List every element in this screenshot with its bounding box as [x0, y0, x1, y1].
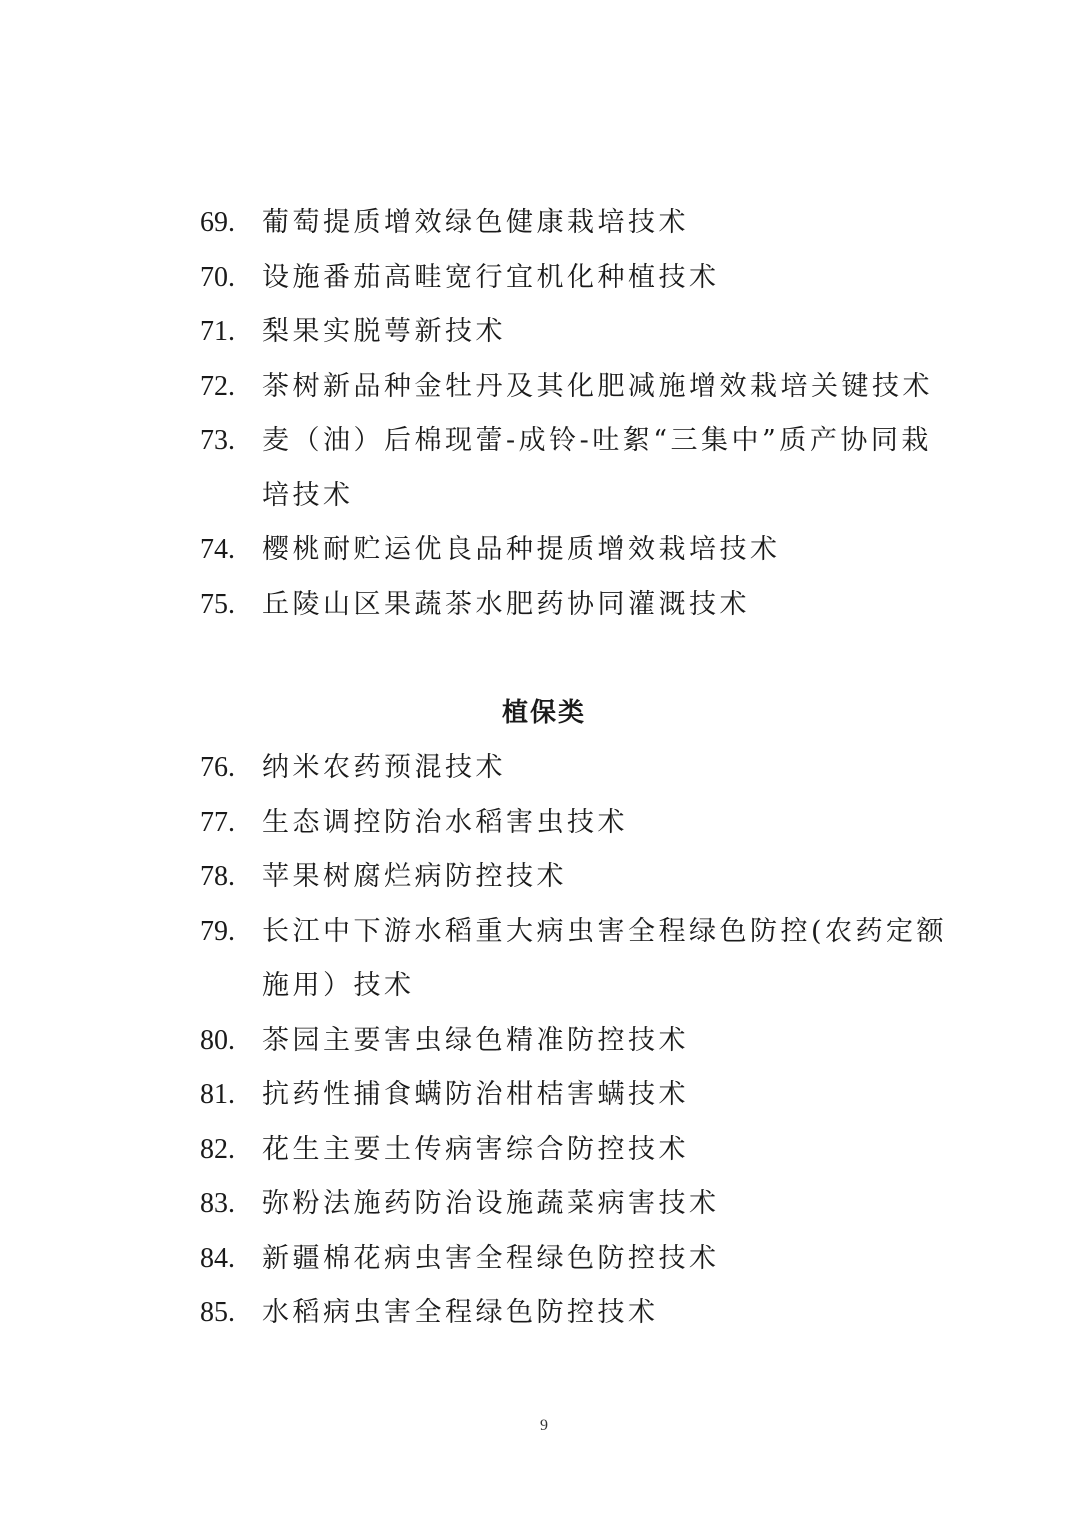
- list-item: [200, 1068, 960, 1123]
- item-number: 74.: [200, 534, 235, 565]
- item-number: 73.: [200, 425, 235, 456]
- section-heading-plant-protection: 植保类: [501, 698, 586, 728]
- list-item: [200, 414, 960, 523]
- item-number: 71.: [200, 316, 235, 347]
- list-item: [200, 251, 960, 306]
- list-item: [200, 523, 960, 578]
- item-text: 设施番茄高畦宽行宜机化种植技术: [262, 261, 720, 293]
- item-text: 生态调控防治水稻害虫技术: [262, 806, 628, 838]
- item-text: 弥粉法施药防治设施蔬菜病害技术: [262, 1188, 720, 1219]
- technology-list-cultivation: [200, 196, 960, 632]
- list-item: [200, 1123, 960, 1178]
- list-item: [200, 741, 960, 796]
- item-number: 82.: [200, 1133, 235, 1165]
- item-number: 84.: [200, 1242, 235, 1274]
- item-number: 85.: [200, 1297, 235, 1328]
- item-text: 樱桃耐贮运优良品种提质增效栽培技术: [262, 534, 781, 565]
- item-number: 78.: [200, 861, 235, 892]
- item-number: 69.: [200, 207, 235, 238]
- item-text: 麦（油）后棉现蕾-成铃-吐絮“三集中”质产协同栽培技术: [262, 425, 932, 511]
- list-item: [200, 850, 960, 905]
- item-number: 75.: [200, 588, 235, 620]
- item-number: 77.: [200, 806, 235, 838]
- list-item: [200, 1177, 960, 1232]
- list-item: [200, 196, 960, 251]
- item-number: 83.: [200, 1188, 235, 1219]
- page-number: 9: [540, 1417, 548, 1434]
- item-text: 梨果实脱萼新技术: [262, 316, 506, 347]
- list-item: [200, 1286, 960, 1341]
- item-text: 水稻病虫害全程绿色防控技术: [262, 1297, 659, 1328]
- list-item: [200, 1014, 960, 1069]
- item-text: 长江中下游水稻重大病虫害全程绿色防控(农药定额施用）技术: [262, 915, 948, 1001]
- list-item: [200, 360, 960, 415]
- item-text: 茶树新品种金牡丹及其化肥减施增效栽培关键技术: [262, 370, 933, 402]
- list-item: [200, 905, 960, 1014]
- item-number: 70.: [200, 261, 235, 293]
- item-text: 纳米农药预混技术: [262, 752, 506, 783]
- item-number: 76.: [200, 752, 235, 783]
- item-number: 79.: [200, 915, 235, 947]
- item-number: 72.: [200, 370, 235, 402]
- item-number: 80.: [200, 1024, 235, 1056]
- list-item: [200, 578, 960, 633]
- item-text: 苹果树腐烂病防控技术: [262, 861, 567, 892]
- item-text: 抗药性捕食螨防治柑桔害螨技术: [262, 1079, 689, 1110]
- list-item: [200, 1232, 960, 1287]
- item-text: 丘陵山区果蔬茶水肥药协同灌溉技术: [262, 588, 750, 620]
- item-number: 81.: [200, 1079, 235, 1110]
- list-item: [200, 305, 960, 360]
- item-text: 新疆棉花病虫害全程绿色防控技术: [262, 1242, 720, 1274]
- list-item: [200, 796, 960, 851]
- item-text: 茶园主要害虫绿色精准防控技术: [262, 1024, 689, 1056]
- item-text: 葡萄提质增效绿色健康栽培技术: [262, 207, 689, 238]
- technology-list-plant-protection: [200, 741, 960, 1341]
- item-text: 花生主要土传病害综合防控技术: [262, 1133, 689, 1165]
